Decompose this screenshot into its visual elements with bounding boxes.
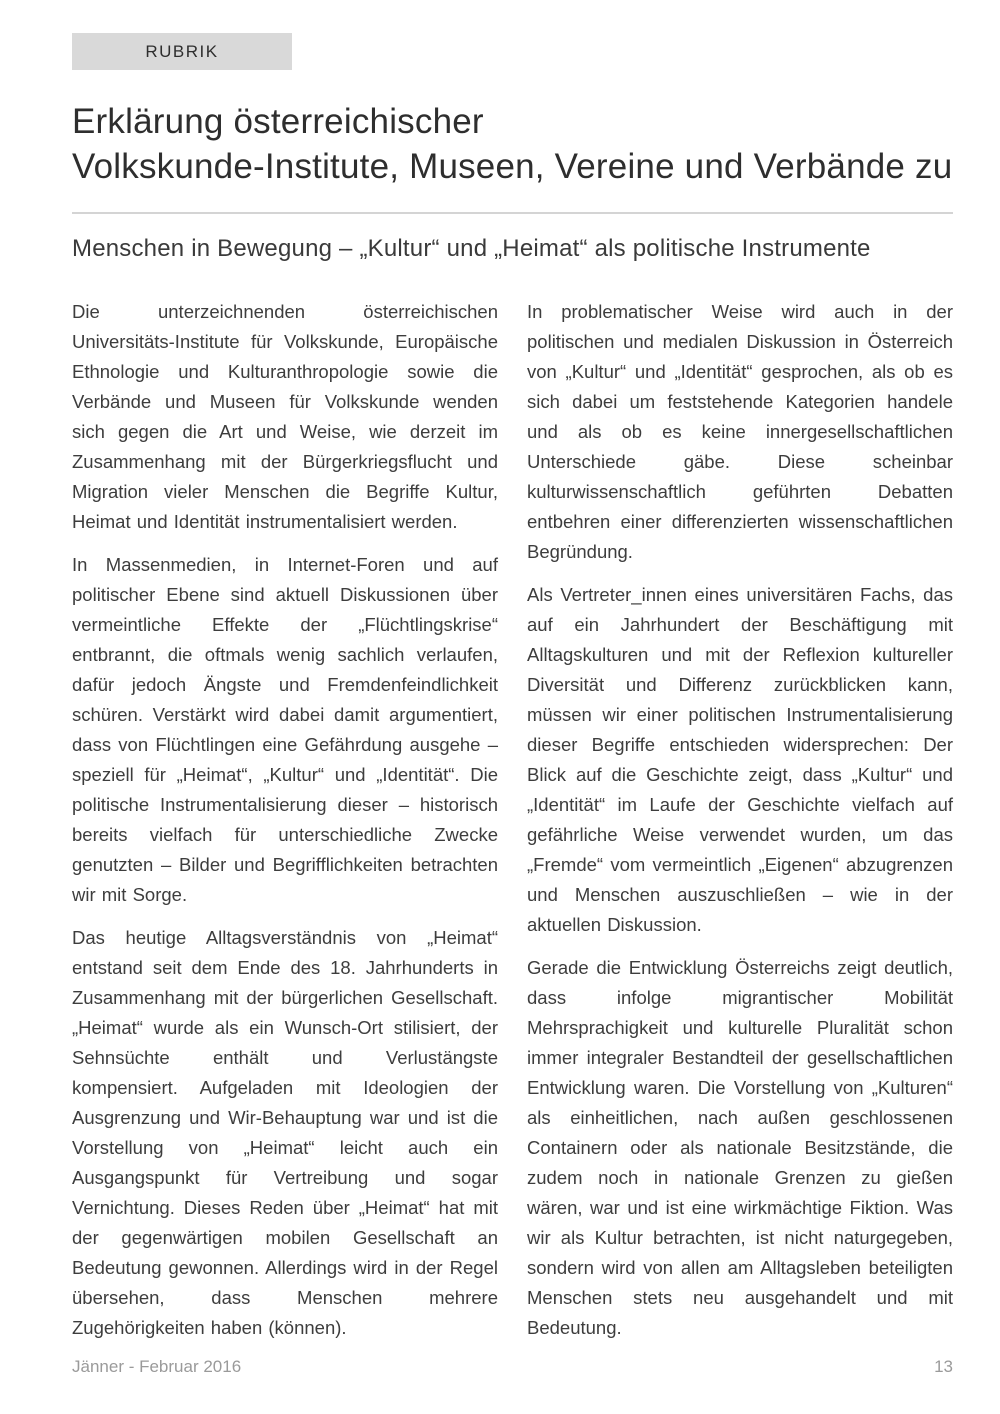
rubric-label: RUBRIK [145,41,219,61]
page-subtitle: Menschen in Bewegung – „Kultur“ und „Heimat“ als politische Instrumente [72,235,871,263]
title-divider [72,212,953,214]
page-content [72,0,953,1343]
rubric-badge [72,33,292,70]
article-paragraph: Gerade die Entwicklung Österreichs zeigt deutlich, dass infolge migrantischer Mobilität Mehrsprachigkeit und kulturelle Pluralität schon immer integraler Bestandteil der gesellschaftlichen Entwicklung waren. Die Vorstellung von „Kulturen“ als einheitlichen, nach außen geschlossenen Containern oder als nationale Besitzstände, die zudem noch in nationale Grenzen zu gießen wären, war und ist eine wirkmächtige Fiktion. Was wir als Kultur betrachten, ist nicht naturgegeben, sondern wird von allen am Alltagsleben beteiligten Menschen stets neu ausgehandelt und mit Bedeutung. [527,957,953,1339]
footer-issue-date: Jänner - Februar 2016 [72,1357,242,1376]
article-paragraph: Die unterzeichnenden österreichischen Universitäts-Institute für Volkskunde, Europäische Ethnologie und Kulturanthropologie sowie die Verbände und Museen für Volkskunde wenden sich gegen die Art und Weise, wie derzeit im Zusammenhang mit der Bürgerkriegsflucht und Migration vieler Menschen die Begriffe Kultur, Heimat und Identität instrumentalisiert werden. [72,301,498,533]
article-paragraph: In Massenmedien, in Internet-Foren und auf politischer Ebene sind aktuell Diskussionen über vermeintliche Effekte der „Flüchtlingskrise“ entbrannt, die oftmals wenig sachlich verlaufen, dafür jedoch Ängste und Fremdenfeindlichkeit schüren. Verstärkt wird dabei damit argumentiert, dass von Flüchtlingen eine Gefährdung ausgehe – speziell für „Heimat“, „Kultur“ und „Identität“. Die politische Instrumentalisierung dieser – historisch bereits vielfach für unterschiedliche Zwecke genutzten – Bilder und Begrifflichkeiten betrachten wir mit Sorge. [72,554,498,906]
article-column-right [527,297,953,1343]
page-title-line-2: Volkskunde-Institute, Museen, Vereine und Verbände zu [72,147,953,186]
article-body [72,297,953,1343]
article-column-left [72,297,498,1343]
page-footer [72,1357,953,1377]
article-paragraph: Das heutige Alltagsverständnis von „Heimat“ entstand seit dem Ende des 18. Jahrhunderts in Zusammenhang mit der bürgerlichen Gesellschaft. „Heimat“ wurde als ein Wunsch-Ort stilisiert, der Sehnsüchte enthält und Verlustängste kompensiert. Aufgeladen mit Ideologien der Ausgrenzung und Wir-Behauptung war und ist die Vorstellung von „Heimat“ leicht auch ein Ausgangspunkt für Vertreibung und sogar Vernichtung. Dieses Reden über „Heimat“ hat mit der gegenwärtigen mobilen Gesellschaft an Bedeutung gewonnen. Allerdings wird in der Regel übersehen, dass Menschen mehrere Zugehörigkeiten haben (können). [72,927,498,1339]
page-title-line-1: Erklärung österreichischer [72,102,484,141]
footer-page-number: 13 [934,1357,953,1376]
article-paragraph: In problematischer Weise wird auch in der politischen und medialen Diskussion in Österreich von „Kultur“ und „Identität“ gesprochen, als ob es sich dabei um feststehende Kategorien handele und als ob es keine innergesellschaftlichen Unterschiede gäbe. Diese scheinbar kulturwissenschaftlich geführten Debatten entbehren einer differenzierten wissenschaftlichen Begründung. [527,301,953,563]
article-paragraph: Als Vertreter_innen eines universitären Fachs, das auf ein Jahrhundert der Beschäftigung mit Alltagskulturen und mit der Reflexion kultureller Diversität und Differenz zurückblicken kann, müssen wir einer politischen Instrumentalisierung dieser Begriffe entschieden widersprechen: Der Blick auf die Geschichte zeigt, dass „Kultur“ und „Identität“ im Laufe der Geschichte vielfach auf gefährliche Weise verwendet wurden, um das „Fremde“ vom vermeintlich „Eigenen“ abzugrenzen und Menschen auszuschließen – wie in der aktuellen Diskussion. [527,584,953,936]
page-title [72,99,953,189]
